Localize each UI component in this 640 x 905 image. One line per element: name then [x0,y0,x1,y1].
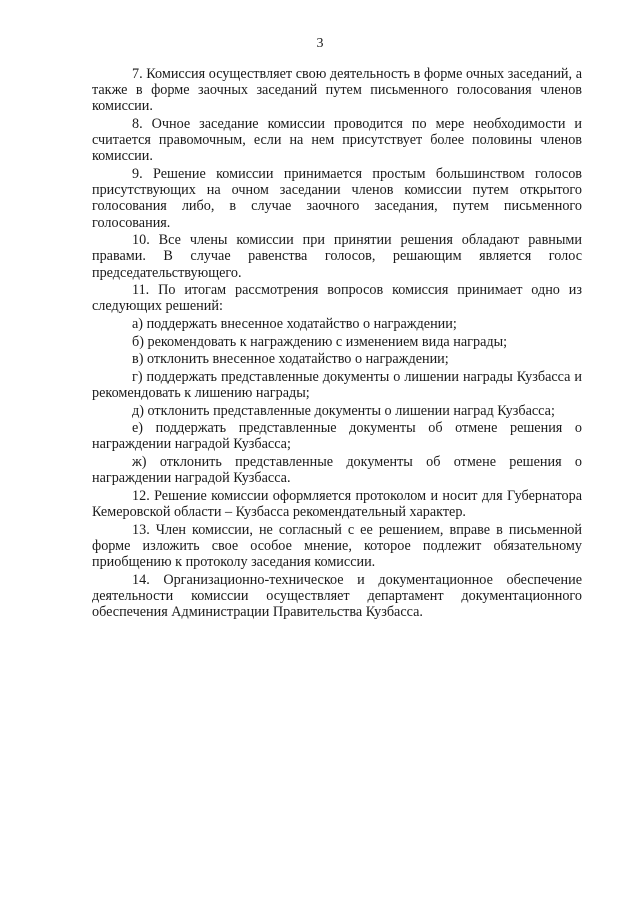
paragraph-7: 7. Комиссия осуществляет свою деятельность в форме очных заседаний, а также в форме заочных заседаний путем письменного голосования членов комиссии. [92,66,582,115]
list-item-g: г) поддержать представленные документы о лишении награды Кузбасса и рекомендовать к лишению награды; [92,368,582,401]
paragraph-13: 13. Член комиссии, не согласный с ее решением, вправе в письменной форме изложить свое особое мнение, которое подлежит обязательному приобщению к протоколу заседания комиссии. [92,521,582,570]
paragraph-8: 8. Очное заседание комиссии проводится по мере необходимости и считается правомочным, если на нем присутствует более половины членов комиссии. [92,116,582,165]
paragraph-12: 12. Решение комиссии оформляется протоколом и носит для Губернатора Кемеровской области – Кузбасса рекомендательный характер. [92,487,582,520]
list-item-e: е) поддержать представленные документы об отмене решения о награждении наградой Кузбасса; [92,420,582,453]
paragraph-9: 9. Решение комиссии принимается простым большинством голосов присутствующих на очном заседании членов комиссии путем открытого голосования либо, в случае заочного заседания, путем письменного голосования. [92,166,582,231]
document-body [92,66,582,622]
paragraph-11: 11. По итогам рассмотрения вопросов комиссия принимает одно из следующих решений: [92,282,582,315]
list-item-a: а) поддержать внесенное ходатайство о награждении; [132,316,457,332]
paragraph-10: 10. Все члены комиссии при принятии решения обладают равными правами. В случае равенства голосов, решающим является голос председательствующего. [92,232,582,281]
list-item-v: в) отклонить внесенное ходатайство о награждении; [132,351,449,368]
list-item-zh: ж) отклонить представленные документы об отмене решения о награждении наградой Кузбасса. [92,453,582,487]
list-item-d: д) отклонить представленные документы о лишении наград Кузбасса; [132,402,555,419]
list-item-b: б) рекомендовать к награждению с изменением вида награды; [132,333,508,350]
page-number: 3 [316,36,324,51]
paragraph-14: 14. Организационно-техническое и документационное обеспечение деятельности комиссии осуществляет департамент документационного обеспечения Администрации Правительства Кузбасса. [92,571,582,620]
